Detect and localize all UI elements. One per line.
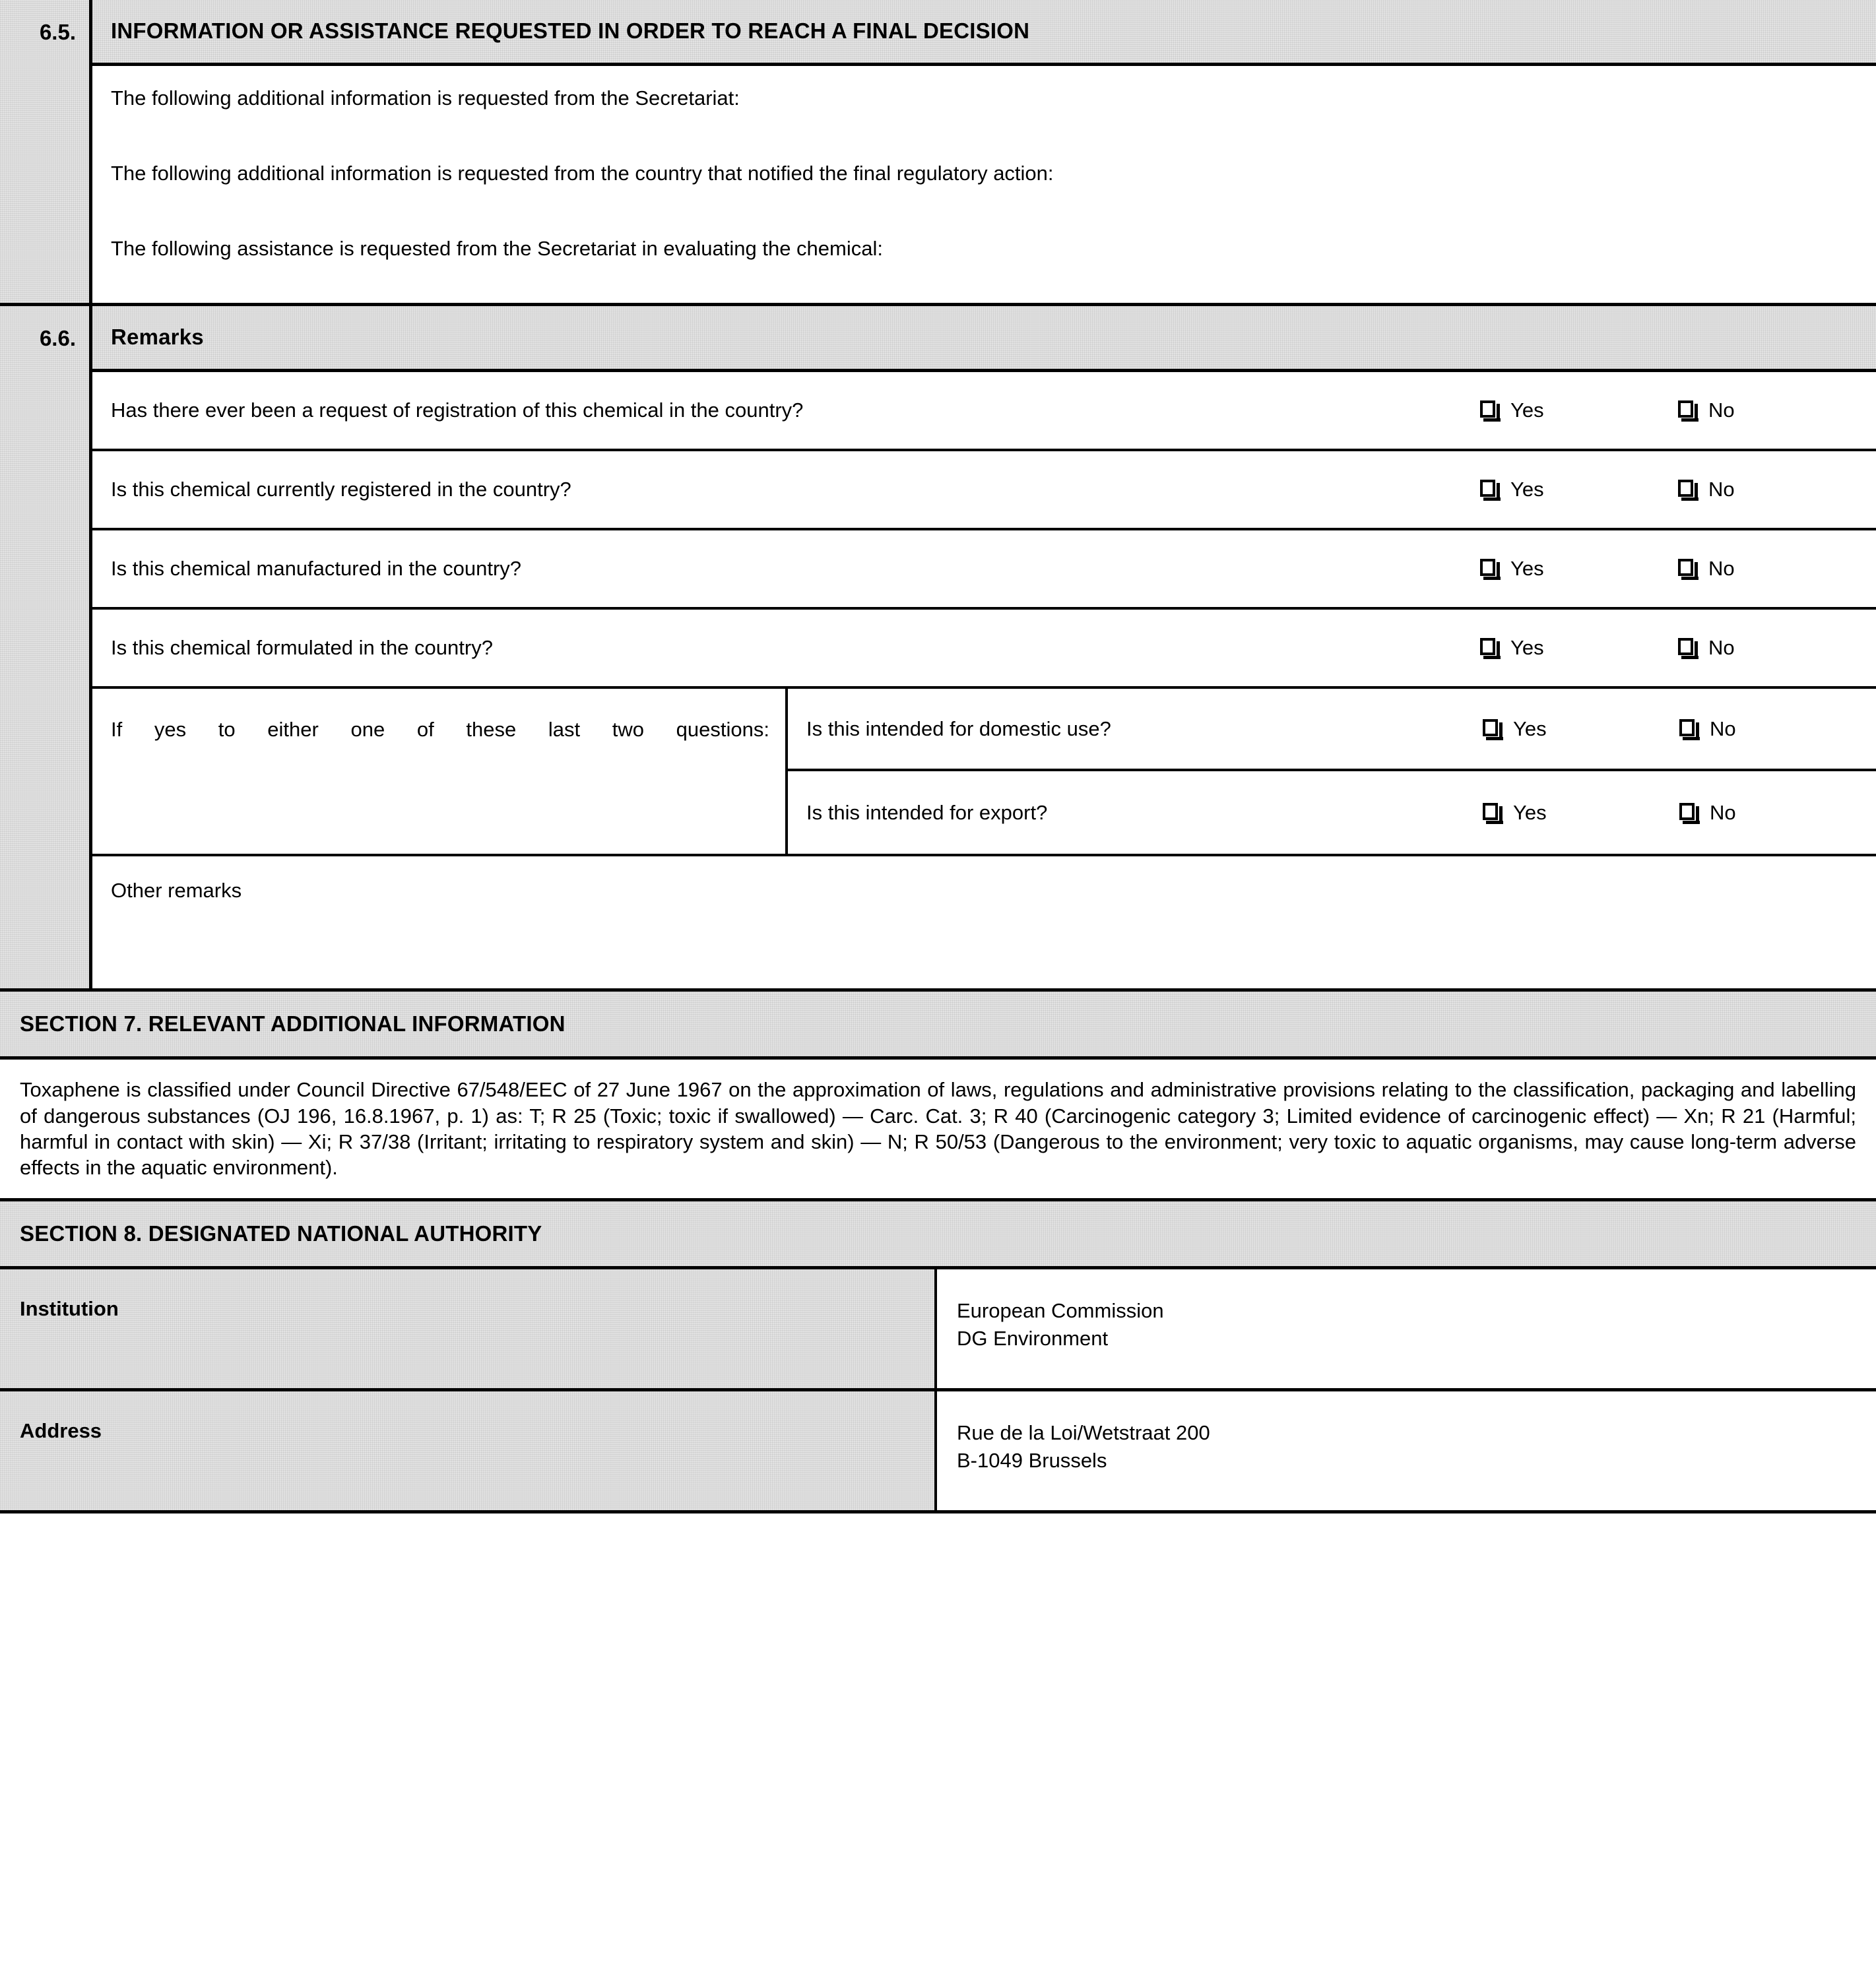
section-6-5-paragraphs — [92, 66, 1876, 303]
checkbox-icon[interactable] — [1678, 480, 1695, 499]
question-row-manufactured — [92, 530, 1876, 610]
checkbox-icon[interactable] — [1679, 803, 1697, 823]
option-label: Yes — [1510, 398, 1544, 422]
question-label: Is this intended for domestic use? — [806, 716, 1111, 740]
other-remarks-area[interactable] — [92, 856, 1876, 988]
institution-line-1: European Commission — [957, 1298, 1164, 1322]
conditional-questions — [788, 689, 1876, 854]
option-yes[interactable] — [1483, 801, 1679, 825]
option-label: No — [1710, 716, 1736, 740]
section-8-title: SECTION 8. DESIGNATED NATIONAL AUTHORITY — [0, 1201, 1876, 1266]
option-label: No — [1710, 800, 1736, 824]
checkbox-icon[interactable] — [1679, 719, 1697, 739]
question-row-export — [788, 771, 1876, 854]
question-options — [1483, 717, 1876, 741]
option-yes[interactable] — [1480, 478, 1678, 501]
request-paragraph-secretariat: The following additional information is requested from the Secretariat: — [111, 86, 740, 110]
question-label: Is this intended for export? — [806, 800, 1048, 824]
option-label: Yes — [1510, 478, 1544, 501]
option-yes[interactable] — [1480, 557, 1678, 581]
request-paragraph-notifying-country: The following additional information is requested from the country that notified the final regulatory action: — [111, 161, 1054, 185]
question-options — [1480, 398, 1876, 422]
address-line-1: Rue de la Loi/Wetstraat 200 — [957, 1420, 1210, 1444]
institution-line-2: DG Environment — [957, 1326, 1109, 1350]
checkbox-icon[interactable] — [1480, 480, 1497, 499]
question-label: Has there ever been a request of registration of this chemical in the country? — [111, 398, 804, 422]
question-options — [1480, 557, 1876, 581]
checkbox-icon[interactable] — [1480, 559, 1497, 579]
question-label: Is this chemical formulated in the country? — [111, 636, 493, 660]
option-label: Yes — [1510, 636, 1544, 660]
question-label: Is this chemical manufactured in the country? — [111, 557, 522, 581]
checkbox-icon[interactable] — [1480, 638, 1497, 658]
option-yes[interactable] — [1483, 717, 1679, 741]
option-no[interactable] — [1678, 398, 1876, 422]
option-label: Yes — [1510, 557, 1544, 581]
conditional-prompt: If yes to either one of these last two questions: — [92, 689, 788, 854]
section-6-5-number: 6.5. — [0, 0, 92, 303]
section-7-title: SECTION 7. RELEVANT ADDITIONAL INFORMATION — [0, 992, 1876, 1056]
question-options — [1480, 636, 1876, 660]
authority-row-institution — [0, 1269, 1876, 1391]
option-label: No — [1708, 636, 1735, 660]
option-yes[interactable] — [1480, 636, 1678, 660]
section-7-body: Toxaphene is classified under Council Directive 67/548/EEC of 27 June 1967 on the approximation of laws, regulations and administrative provisions relating to the classification, packaging and labelling of dangerous substances (OJ 196, 16.8.1967, p. 1) as: T; R 25 (Toxic; toxic if swallowed) — Carc. Cat. 3; R 40 (Carcinogenic category 3; Limited evidence of carcinogenic effect) — Xn; R 21 (Harmful; harmful in contact with skin) — Xi; R 37/38 (Irritant; irritating to respiratory system and skin) — N; R 50/53 (Dangerous to the environment; very toxic to aquatic organisms, may cause long-term adverse effects in the aquatic environment). — [20, 1078, 1856, 1180]
address-label: Address — [0, 1391, 937, 1510]
option-label: No — [1708, 398, 1735, 422]
checkbox-icon[interactable] — [1483, 803, 1500, 823]
section-6-5 — [0, 0, 1876, 303]
checkbox-icon[interactable] — [1480, 400, 1497, 420]
checkbox-icon[interactable] — [1678, 559, 1695, 579]
option-label: No — [1708, 557, 1735, 581]
question-row-currently-registered — [92, 451, 1876, 530]
question-row-registration-request — [92, 372, 1876, 451]
option-label: No — [1708, 478, 1735, 501]
option-no[interactable] — [1678, 636, 1876, 660]
checkbox-icon[interactable] — [1483, 719, 1500, 739]
option-label: Yes — [1513, 716, 1547, 740]
section-6-5-title: INFORMATION OR ASSISTANCE REQUESTED IN ORDER TO REACH A FINAL DECISION — [92, 0, 1876, 66]
option-no[interactable] — [1678, 478, 1876, 501]
institution-label: Institution — [0, 1269, 937, 1388]
question-row-domestic-use — [788, 689, 1876, 771]
authority-row-address — [0, 1391, 1876, 1513]
question-row-formulated — [92, 610, 1876, 689]
option-label: Yes — [1513, 800, 1547, 824]
section-6-6-body — [92, 306, 1876, 988]
section-6-6-title: Remarks — [92, 306, 1876, 372]
conditional-question-block — [92, 689, 1876, 856]
request-paragraph-assistance: The following assistance is requested from the Secretariat in evaluating the chemical: — [111, 236, 883, 260]
section-6-6 — [0, 306, 1876, 988]
question-options — [1483, 801, 1876, 825]
address-line-2: B-1049 Brussels — [957, 1448, 1107, 1472]
checkbox-icon[interactable] — [1678, 400, 1695, 420]
option-no[interactable] — [1679, 717, 1876, 741]
other-remarks-label: Other remarks — [111, 879, 242, 903]
checkbox-icon[interactable] — [1678, 638, 1695, 658]
section-6-6-number: 6.6. — [0, 306, 92, 988]
question-options — [1480, 478, 1876, 501]
institution-value — [937, 1269, 1876, 1388]
section-6-5-body — [92, 0, 1876, 303]
option-no[interactable] — [1678, 557, 1876, 581]
address-value — [937, 1391, 1876, 1510]
option-yes[interactable] — [1480, 398, 1678, 422]
question-label: Is this chemical currently registered in the country? — [111, 478, 571, 501]
option-no[interactable] — [1679, 801, 1876, 825]
